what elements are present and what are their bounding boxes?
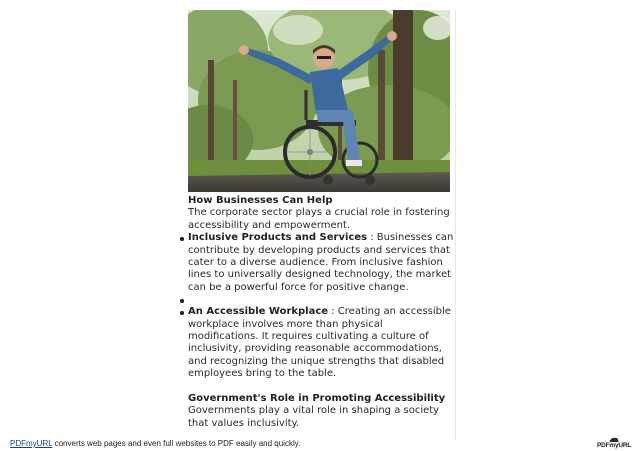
wheelchair-photo-illustration [188, 10, 450, 192]
section-heading-businesses: How Businesses Can Help [188, 195, 333, 206]
bullet-inclusive-products [188, 232, 454, 294]
bullet-title: An Accessible Workplace [188, 306, 329, 318]
bullet-title: Inclusive Products and Services [188, 232, 368, 244]
bullet-spacer [188, 294, 454, 306]
intro-paragraph: The corporate sector plays a crucial role in fostering accessibility and empowerment. [188, 207, 450, 231]
article-photo [188, 10, 450, 192]
section-heading-government: Government's Role in Promoting Accessibility [188, 392, 446, 404]
bullet-accessible-workplace [188, 306, 454, 380]
article-body [188, 195, 454, 430]
government-paragraph: Governments play a vital role in shaping a society that values inclusivity. [188, 405, 440, 429]
pdfmyurl-logo[interactable] [597, 437, 632, 451]
bullet-text: : Creating an accessible workplace involves more than physical modifications. It requires cultivating a culture of inclusivity, providing reasonable accommodations, and recognizing the unique strengths that disabled employees bring to the table. [188, 306, 451, 380]
brand-text: PDFmyURL [597, 442, 632, 449]
business-bullet-list [188, 232, 454, 380]
column-divider [455, 10, 456, 440]
footer-text: converts web pages and even full websites to PDF easily and quickly. [52, 439, 301, 448]
pdfmyurl-link[interactable]: PDFmyURL [10, 439, 53, 448]
bullet-text: : Businesses can contribute by developing products and services that cater to a diverse audience. From inclusive fashion lines to universally designed technology, the market can be a powerful force for positive change. [188, 232, 454, 293]
pdf-footer [10, 439, 300, 448]
paragraph-gap [188, 381, 454, 393]
